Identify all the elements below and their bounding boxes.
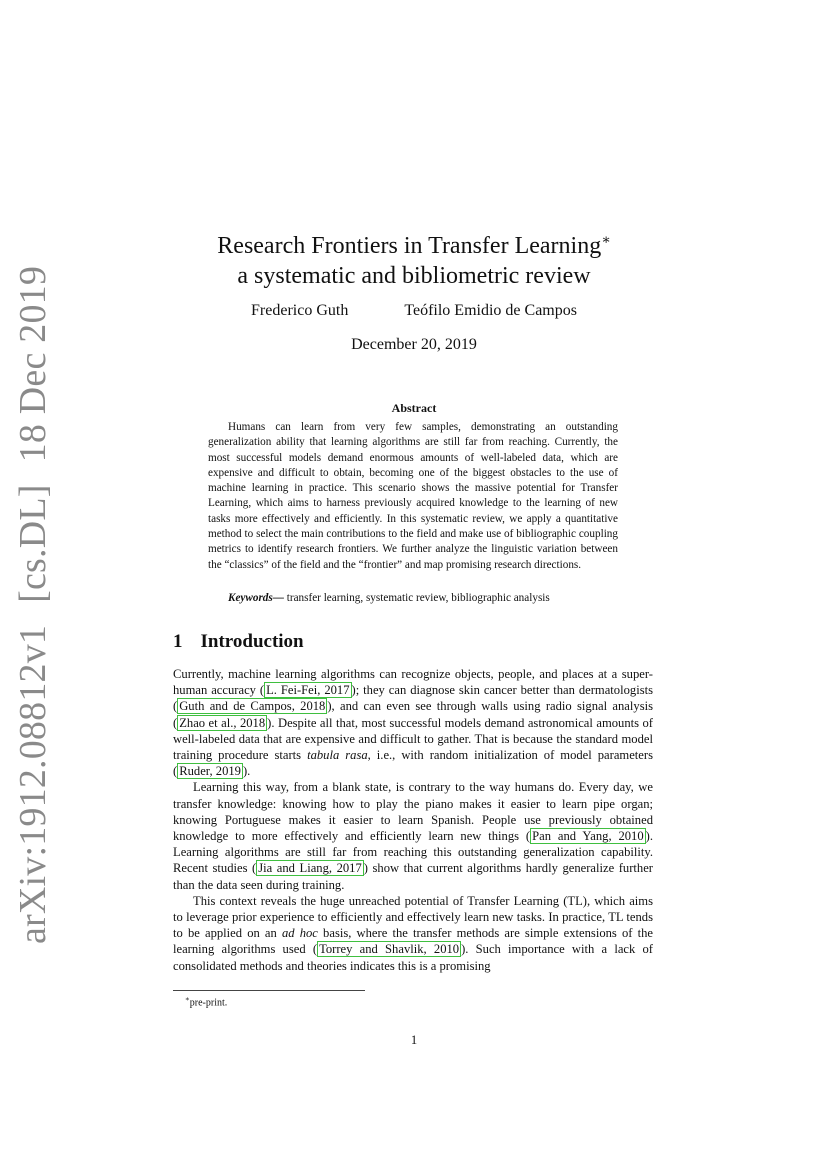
text-run: ). Learning algorithms are still far from reaching this outstanding generalization capability. Recent studies ( xyxy=(173,829,653,876)
text-run: basis, where the transfer methods are simple extensions of the learning algorithms used ( xyxy=(173,926,653,957)
section-number: 1 xyxy=(173,631,183,652)
footnote-text: pre-print. xyxy=(189,997,228,1009)
citation-link[interactable]: Zhao et al., 2018 xyxy=(179,715,266,730)
text-run: ). Such importance with a lack of consolidated methods and theories indicates this is a promising xyxy=(173,942,653,973)
emphasis: ad hoc xyxy=(281,926,318,941)
page-number: 1 xyxy=(410,1033,418,1047)
arxiv-stamp xyxy=(3,265,63,945)
keywords-list: transfer learning, systematic review, bibliographic analysis xyxy=(286,592,550,604)
keywords-label: Keywords— xyxy=(228,592,284,604)
title-line-1: Research Frontiers in Transfer Learning xyxy=(217,233,602,259)
paragraph-3 xyxy=(173,893,653,974)
arxiv-category: [cs.DL] xyxy=(12,484,54,603)
author-2: Teófilo Emidio de Campos xyxy=(404,302,577,319)
introduction-body xyxy=(173,666,653,974)
text-run: ) show that current algorithms hardly generalize further than the data seen during training. xyxy=(173,861,653,892)
section-heading xyxy=(173,631,304,653)
citation-link[interactable]: Pan and Yang, 2010 xyxy=(532,829,644,844)
emphasis: tabula rasa xyxy=(307,748,368,763)
citation-link[interactable]: Torrey and Shavlik, 2010 xyxy=(319,942,460,957)
text-run: , i.e., with random initialization of model parameters ( xyxy=(173,748,653,779)
arxiv-id: arXiv:1912.08812v1 xyxy=(12,624,54,945)
author-1: Frederico Guth xyxy=(251,302,349,319)
text-run: ). xyxy=(242,764,251,779)
text-run: This context reveals the huge unreached potential of Transfer Learning (TL), which aims to leverage prior experience to efficiently and effectively learn new tasks. In practice, TL tends to be applied on an xyxy=(173,893,653,941)
title-line-2: a systematic and bibliometric review xyxy=(237,263,591,289)
text-run: Currently, machine learning algorithms can recognize objects, people, and places at a super-human accuracy ( xyxy=(173,667,653,698)
text-run: Learning this way, from a blank state, is contrary to the way humans do. Every day, we transfer knowledge: knowing how to play the piano makes it easier to learn pipe organ; knowing Portuguese makes it easier to learn Spanish. People use previously obtained knowledge to more effectively and efficiently learn new things ( xyxy=(173,780,653,844)
abstract-body: Humans can learn from very few samples, demonstrating an outstanding generalization ability that learning algorithms are still far from reaching. Currently, the most successful models demand enormous amounts of well-labeled data, which are expensive and difficult to obtain, becoming one of the biggest obstacles to the use of machine learning in practice. This scenario shows the massive potential for Transfer Learning, which aims to harness previously acquired knowledge to the learning of new tasks more effectively and efficiently. In this systematic review, we apply a quantitative method to select the main contributions to the field and make use of bibliographic coupling metrics to identify research frontiers. We further analyze the linguistic variation between the “classics” of the field and the “frontier” and map promising research directions. xyxy=(208,421,618,571)
section-title: Introduction xyxy=(200,631,304,652)
footnote-mark: ∗ xyxy=(185,995,190,1003)
paragraph-1 xyxy=(173,666,653,779)
publication-date: December 20, 2019 xyxy=(351,336,477,353)
abstract-heading: Abstract xyxy=(391,401,437,415)
text-run: ). Despite all that, most successful models demand astronomical amounts of well-labeled data that are expensive and difficult to gather. That is because the standard model training procedure starts xyxy=(173,715,653,763)
paper-title xyxy=(0,226,828,291)
footnote xyxy=(185,995,227,1008)
citation-link[interactable]: Ruder, 2019 xyxy=(179,764,241,779)
authors xyxy=(0,302,828,320)
footnote-rule xyxy=(173,990,365,991)
citation-link[interactable]: Guth and de Campos, 2018 xyxy=(179,699,326,714)
paragraph-2 xyxy=(173,779,653,892)
keywords xyxy=(208,591,618,606)
citation-link[interactable]: Jia and Liang, 2017 xyxy=(258,861,362,876)
citation-link[interactable]: L. Fei-Fei, 2017 xyxy=(266,683,350,698)
text-run: ), and can even see through walls using radio signal analysis ( xyxy=(173,699,653,730)
text-run: ); they can diagnose skin cancer better than dermatologists ( xyxy=(173,683,653,714)
arxiv-date: 18 Dec 2019 xyxy=(12,265,54,463)
title-footnote-mark: ∗ xyxy=(601,233,611,248)
